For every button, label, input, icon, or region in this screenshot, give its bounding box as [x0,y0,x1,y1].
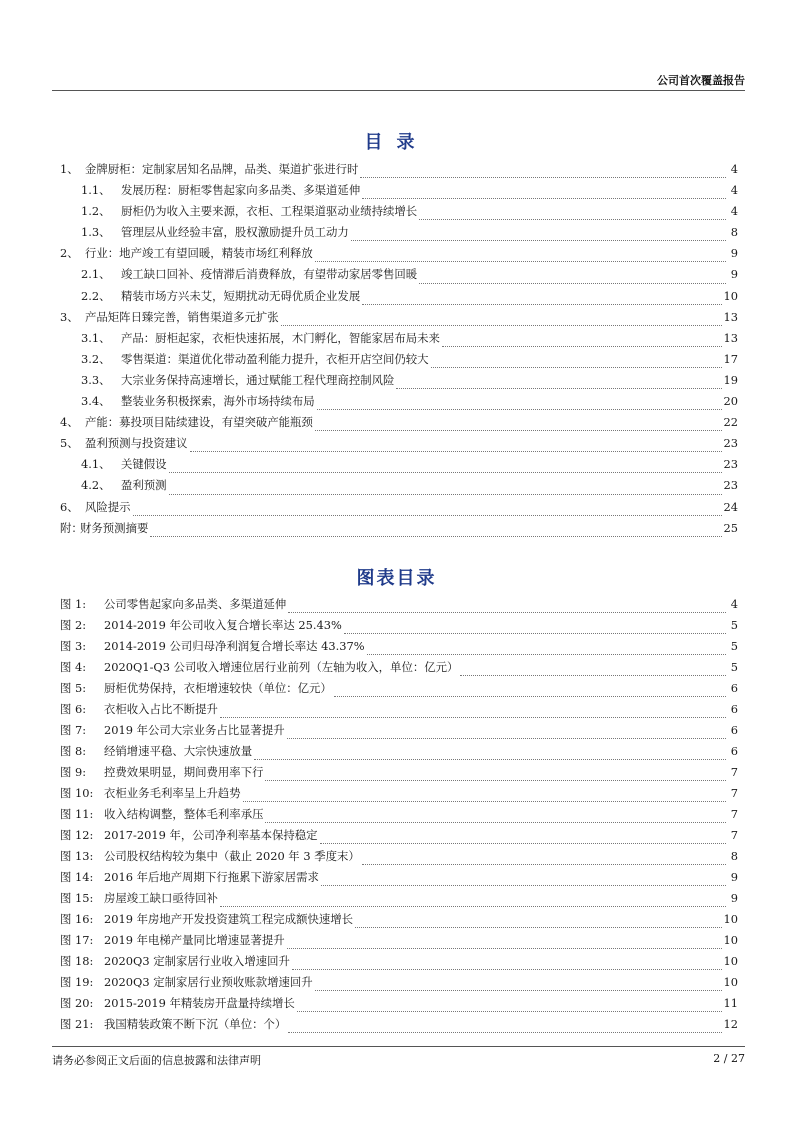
footer-divider [52,1046,745,1047]
toc-entry[interactable] [60,477,738,498]
dot-leader [317,408,722,410]
figure-entry-number: 图 12: [60,828,94,842]
figure-entry-number: 图 7: [60,723,87,737]
figure-entry-page: 10 [723,954,738,968]
figure-entry-number: 图 1: [60,597,87,611]
toc-entry-number: 6、 [60,499,79,514]
dot-leader [362,863,726,865]
figure-entry-title: 2014-2019 公司归母净利润复合增长率达 43.37% [104,639,365,653]
figure-entry[interactable] [60,638,738,659]
figure-entry[interactable] [60,869,738,890]
figure-entry-title: 2014-2019 年公司收入复合增长率达 25.43% [104,618,342,632]
figure-entry-number: 图 4: [60,660,87,674]
figure-entry-page: 6 [730,744,738,758]
toc-entry-title: 大宗业务保持高速增长，通过赋能工程代理商控制风险 [121,372,395,387]
dot-leader [315,989,722,991]
figure-entry-number: 图 17: [60,933,94,947]
dot-leader [396,387,721,389]
figure-entry-title: 衣柜业务毛利率呈上升趋势 [104,786,241,800]
dot-leader [460,674,726,676]
footer-disclaimer: 请务必参阅正文后面的信息披露和法律声明 [52,1054,261,1067]
dot-leader [320,842,726,844]
dot-leader [362,303,721,305]
figure-entry-page: 7 [730,828,738,842]
figure-entry[interactable] [60,827,738,848]
page-indicator: 2 / 27 [713,1052,745,1065]
figure-entry-number: 图 8: [60,744,87,758]
toc-entry-number: 1.3、 [81,225,111,240]
figure-entry-title: 公司股权结构较为集中（截止 2020 年 3 季度末） [104,849,360,863]
toc-entry-page: 13 [723,330,738,345]
toc-entry[interactable] [60,372,738,393]
toc-entry-title: 行业：地产竣工有望回暖，精装市场红利释放 [85,246,313,261]
dot-leader [169,493,722,495]
dot-leader [220,905,726,907]
toc-entry[interactable] [60,203,738,224]
figure-entry-title: 2019 年房地产开发投资建筑工程完成额快速增长 [104,912,354,926]
toc-title: 目录 [364,132,429,153]
dot-leader [442,345,722,347]
toc-entry-number: 5、 [60,436,79,451]
dot-leader [288,1031,721,1033]
figure-entry[interactable] [60,617,738,638]
toc-entry-title: 整装业务积极探索，海外市场持续布局 [121,394,315,409]
toc-entry[interactable] [60,520,738,541]
toc-entry-title: 产能：募投项目陆续建设，有望突破产能瓶颈 [85,415,313,430]
toc-entry-page: 23 [723,457,738,472]
toc-entry[interactable] [60,456,738,477]
figure-entry[interactable] [60,995,738,1016]
figure-entry[interactable] [60,848,738,869]
toc-entry-title: 产品矩阵日臻完善，销售渠道多元扩张 [85,309,279,324]
figure-entry[interactable] [60,806,738,827]
toc-entry-title: 发展历程：厨柜零售起家向多品类、多渠道延伸 [121,183,361,198]
toc-list [60,161,738,541]
figure-entry[interactable] [60,911,738,932]
figure-entry-number: 图 18: [60,954,94,968]
figure-entry-page: 4 [730,597,738,611]
dot-leader [150,535,721,537]
figure-entry-page: 10 [723,912,738,926]
toc-entry[interactable] [60,414,738,435]
figure-entry-number: 图 3: [60,639,87,653]
dot-leader [419,218,726,220]
figure-entry-number: 图 2: [60,618,87,632]
figure-entry-number: 图 9: [60,765,87,779]
figure-list-title: 图表目录 [356,568,437,589]
toc-entry-title: 管理层从业经验丰富，股权激励提升员工动力 [121,225,349,240]
toc-entry[interactable] [60,309,738,330]
figure-entry-number: 图 13: [60,849,94,863]
dot-leader [169,471,722,473]
toc-entry-number: 2、 [60,246,79,261]
dot-leader [254,758,726,760]
toc-entry-page: 9 [730,267,738,282]
toc-entry-title: 财务预测摘要 [80,520,149,535]
toc-entry-number: 1.1、 [81,183,111,198]
toc-entry[interactable] [60,351,738,372]
figure-entry[interactable] [60,890,738,911]
dot-leader [351,239,726,241]
toc-entry[interactable] [60,161,738,182]
toc-entry-number: 附： [60,520,83,535]
figure-entry-title: 收入结构调整，整体毛利率承压 [104,807,264,821]
toc-entry-page: 22 [723,415,738,430]
figure-entry-page: 6 [730,702,738,716]
figure-entry-page: 5 [730,639,738,653]
toc-entry-title: 厨柜仍为收入主要来源，衣柜、工程渠道驱动业绩持续增长 [121,204,418,219]
dot-leader [360,176,726,178]
dot-leader [243,800,726,802]
figure-entry-title: 厨柜优势保持，衣柜增速较快（单位：亿元） [104,681,332,695]
dot-leader [292,968,722,970]
figure-entry-number: 图 16: [60,912,94,926]
figure-entry-title: 2020Q3 定制家居行业收入增速回升 [104,954,290,968]
figure-entry-title: 2020Q3 定制家居行业预收账款增速回升 [104,975,313,989]
figure-entry-page: 10 [723,933,738,947]
toc-entry-page: 13 [723,309,738,324]
figure-entry[interactable] [60,764,738,785]
dot-leader [315,429,722,431]
toc-entry-number: 4.2、 [81,478,111,493]
figure-entry-number: 图 5: [60,681,87,695]
figure-entry-number: 图 11: [60,807,94,821]
figure-entry[interactable] [60,596,738,617]
dot-leader [281,324,722,326]
toc-entry-page: 4 [730,204,738,219]
figure-entry[interactable] [60,974,738,995]
figure-entry-page: 7 [730,807,738,821]
toc-entry-number: 1、 [60,162,79,176]
figure-entry-number: 图 15: [60,891,94,905]
figure-list [60,596,738,1037]
dot-leader [367,653,726,655]
toc-entry[interactable] [60,224,738,245]
report-type-label: 公司首次覆盖报告 [657,74,745,87]
figure-entry-page: 9 [730,870,738,884]
figure-entry[interactable] [60,953,738,974]
figure-entry-page: 6 [730,681,738,695]
toc-entry-page: 23 [723,436,738,451]
toc-entry[interactable] [60,182,738,203]
figure-entry-number: 图 10: [60,786,94,800]
toc-entry-page: 4 [730,183,738,198]
figure-entry-page: 5 [730,618,738,632]
toc-entry-page: 25 [723,520,738,535]
toc-entry[interactable] [60,245,738,266]
toc-entry-page: 17 [723,351,738,366]
dot-leader [297,1010,722,1012]
figure-entry-title: 经销增速平稳、大宗快速放量 [104,744,253,758]
figure-entry[interactable] [60,743,738,764]
dot-leader [431,366,722,368]
toc-entry-page: 19 [723,372,738,387]
dot-leader [288,611,726,613]
figure-entry-page: 12 [723,1017,738,1031]
toc-entry-title: 盈利预测 [121,478,167,493]
toc-entry-page: 24 [723,499,738,514]
figure-entry[interactable] [60,680,738,701]
header-divider [52,90,745,91]
dot-leader [190,450,722,452]
figure-entry-page: 7 [730,765,738,779]
figure-entry-page: 6 [730,723,738,737]
toc-entry-number: 3.4、 [81,394,111,409]
dot-leader [419,282,726,284]
figure-entry[interactable] [60,701,738,722]
toc-entry-title: 盈利预测与投资建议 [85,436,188,451]
toc-entry[interactable] [60,393,738,414]
dot-leader [362,197,726,199]
dot-leader [287,737,726,739]
figure-entry-number: 图 19: [60,975,94,989]
toc-entry-page: 23 [723,478,738,493]
figure-entry-title: 2019 年电梯产量同比增速显著提升 [104,933,285,947]
figure-entry-title: 公司零售起家向多品类、多渠道延伸 [104,597,287,611]
figure-entry-title: 2016 年后地产周期下行拖累下游家居需求 [104,870,319,884]
dot-leader [321,884,726,886]
dot-leader [334,695,726,697]
toc-entry-title: 零售渠道：渠道优化带动盈利能力提升，衣柜开店空间仍较大 [121,351,429,366]
toc-entry-page: 9 [730,246,738,261]
dot-leader [355,926,721,928]
figure-entry-title: 衣柜收入占比不断提升 [104,702,218,716]
toc-entry-number: 3、 [60,309,79,324]
figure-entry-title: 2017-2019 年，公司净利率基本保持稳定 [104,828,318,842]
dot-leader [265,821,726,823]
figure-entry-page: 11 [723,996,738,1010]
toc-entry-page: 20 [723,394,738,409]
toc-entry-number: 3.3、 [81,372,111,387]
figure-entry-number: 图 14: [60,870,94,884]
figure-entry[interactable] [60,722,738,743]
toc-entry-title: 竣工缺口回补、疫情滞后消费释放，有望带动家居零售回暖 [121,267,418,282]
toc-entry[interactable] [60,288,738,309]
dot-leader [133,514,722,516]
toc-entry-number: 2.1、 [81,267,111,282]
figure-entry-title: 2015-2019 年精装房开盘量持续增长 [104,996,295,1010]
dot-leader [220,716,726,718]
figure-entry[interactable] [60,785,738,806]
dot-leader [344,632,726,634]
toc-entry-number: 1.2、 [81,204,111,219]
figure-entry[interactable] [60,659,738,680]
figure-entry-page: 5 [730,660,738,674]
dot-leader [315,260,726,262]
toc-entry-number: 4.1、 [81,457,111,472]
toc-entry-title: 精装市场方兴未艾，短期扰动无碍优质企业发展 [121,288,361,303]
toc-entry-page: 4 [730,162,738,176]
figure-entry-page: 8 [730,849,738,863]
figure-entry-page: 9 [730,891,738,905]
toc-entry-page: 10 [723,288,738,303]
figure-entry-page: 10 [723,975,738,989]
toc-entry-title: 产品：厨柜起家，衣柜快速拓展，木门孵化，智能家居布局未来 [121,330,440,345]
figure-entry[interactable] [60,932,738,953]
figure-entry-number: 图 21: [60,1017,94,1031]
figure-entry-title: 控费效果明显，期间费用率下行 [104,765,264,779]
toc-entry-number: 3.2、 [81,351,111,366]
toc-entry[interactable] [60,266,738,287]
toc-entry-title: 金牌厨柜：定制家居知名品牌，品类、渠道扩张进行时 [85,162,359,176]
figure-entry-number: 图 20: [60,996,94,1010]
figure-entry-title: 2020Q1-Q3 公司收入增速位居行业前列（左轴为收入，单位：亿元） [104,660,459,674]
figure-entry-page: 7 [730,786,738,800]
figure-entry[interactable] [60,1016,738,1037]
toc-entry-number: 2.2、 [81,288,111,303]
figure-entry-number: 图 6: [60,702,87,716]
toc-entry-number: 4、 [60,415,79,430]
figure-entry-title: 房屋竣工缺口亟待回补 [104,891,218,905]
toc-entry[interactable] [60,330,738,351]
toc-entry-title: 关键假设 [121,457,167,472]
toc-entry-page: 8 [730,225,738,240]
toc-entry[interactable] [60,435,738,456]
toc-entry-title: 风险提示 [85,499,131,514]
figure-entry-title: 我国精装政策不断下沉（单位：个） [104,1017,287,1031]
toc-entry[interactable] [60,499,738,520]
figure-entry-title: 2019 年公司大宗业务占比显著提升 [104,723,285,737]
dot-leader [287,947,722,949]
toc-entry-number: 3.1、 [81,330,111,345]
dot-leader [265,779,726,781]
